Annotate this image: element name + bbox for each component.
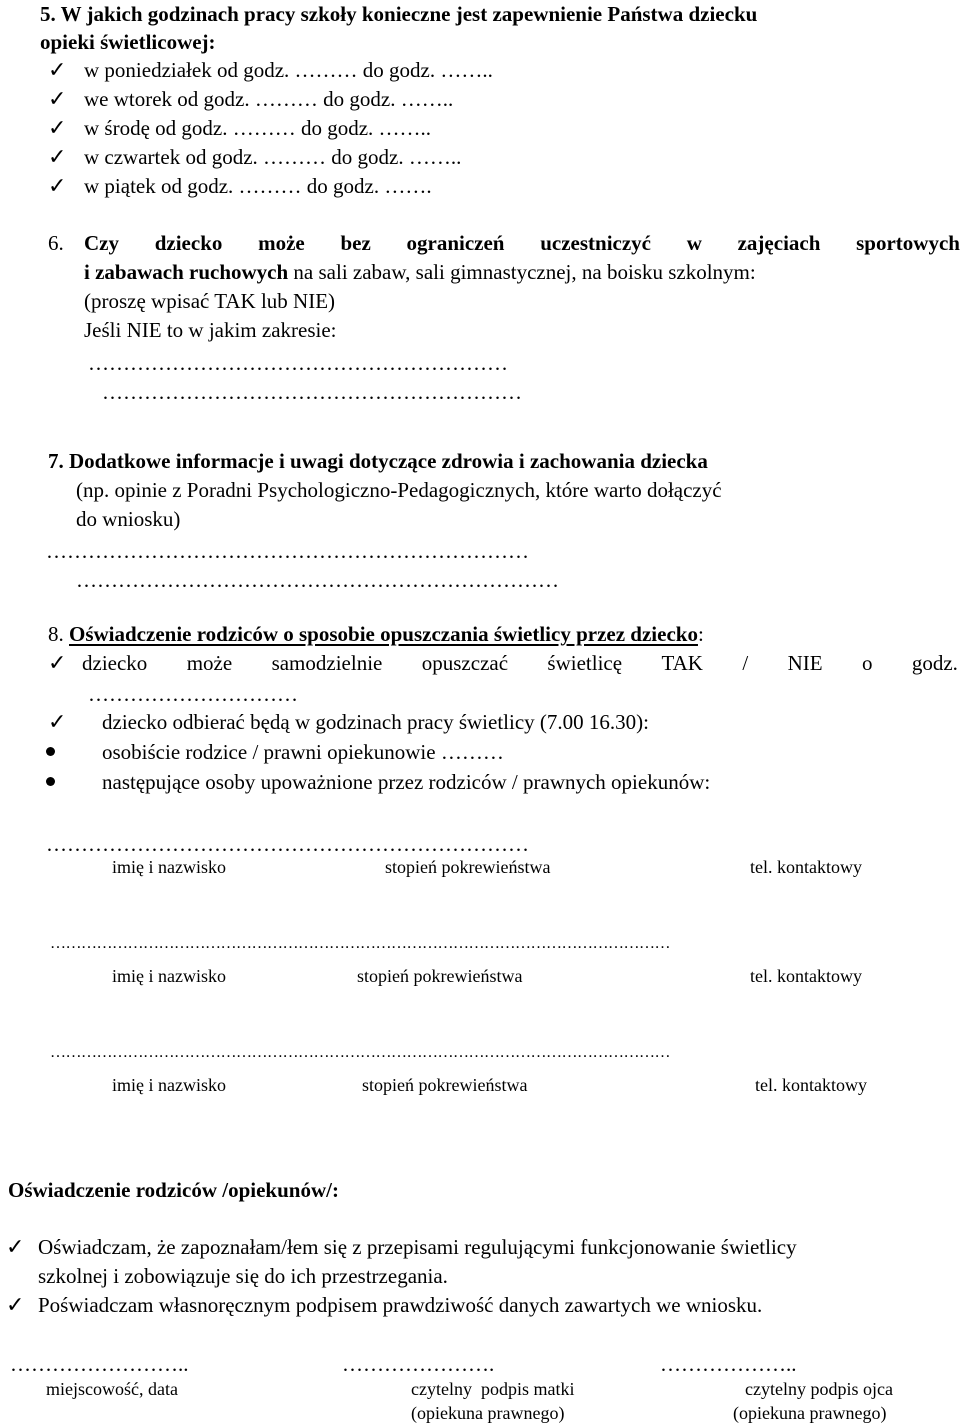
section6-instruction: (proszę wpisać TAK lub NIE) (84, 289, 336, 313)
declaration-item1-line1: Oświadczam, że zapoznałam/łem się z przepisami regulującymi funkcjonowanie świetlicy (38, 1235, 797, 1259)
check-mark-icon: ✓ (48, 144, 67, 169)
section7-line2: (np. opinie z Poradni Psychologiczno-Pedagogicznych, które warto dołączyć (76, 478, 722, 502)
bullet-parents: osobiście rodzice / prawni opiekunowie ……… (102, 740, 504, 764)
check-mark-icon: ✓ (48, 650, 67, 675)
check-mark-icon: ✓ (48, 57, 67, 82)
word: godz. (911, 651, 958, 675)
section6-scope-label: Jeśli NIE to w jakim zakresie: (84, 318, 337, 342)
check-mark-icon: ✓ (48, 173, 67, 198)
declaration-item2: Poświadczam własnoręcznym podpisem prawdziwość danych zawartych we wniosku. (38, 1293, 763, 1317)
word: Czy (84, 231, 119, 255)
day-tuesday: we wtorek od godz. ……… do godz. …….. (84, 87, 454, 111)
bullet-authorized: następujące osoby upoważnione przez rodziców / prawnych opiekunów: (102, 770, 711, 794)
name-label: imię i nazwisko (112, 966, 226, 986)
colon: : (697, 622, 704, 646)
word: sportowych (856, 231, 960, 255)
signature-dots: ……………….. (660, 1352, 797, 1376)
day-monday: w poniedziałek od godz. ……… do godz. …….. (84, 58, 493, 82)
self-leave-line (82, 649, 958, 677)
bold-text: i zabawach ruchowych (84, 260, 289, 284)
mother-guardian-label: (opiekuna prawnego) (411, 1403, 565, 1423)
check-mark-icon: ✓ (6, 1292, 25, 1317)
relation-label: stopień pokrewieństwa (362, 1075, 528, 1095)
word: może (186, 651, 233, 675)
relation-label: stopień pokrewieństwa (385, 857, 551, 877)
section7-heading: 7. Dodatkowe informacje i uwagi dotyczące zdrowia i zachowania dziecka (48, 449, 708, 473)
word: bez (340, 231, 371, 255)
word: dziecko (154, 231, 223, 255)
section5-heading-line2: opieki świetlicowej: (40, 30, 216, 54)
check-mark-icon: ✓ (48, 709, 67, 734)
day-thursday: w czwartek od godz. ……… do godz. …….. (84, 145, 462, 169)
pickup-line: dziecko odbierać będą w godzinach pracy świetlicy (7.00 16.30): (102, 710, 649, 734)
mother-signature-label: czytelny podpis matki (411, 1379, 575, 1399)
name-label: imię i nazwisko (112, 857, 226, 877)
bullet-icon (46, 747, 55, 756)
section-number: 8. (48, 622, 69, 646)
signature-dots: …………………. (342, 1352, 495, 1376)
section6-question-line1 (84, 229, 960, 257)
bullet-icon (46, 777, 55, 786)
place-date-label: miejscowość, data (46, 1379, 178, 1399)
word: o (861, 651, 873, 675)
section5-heading-line1: 5. W jakich godzinach pracy szkoły konieczne jest zapewnienie Państwa dziecku (40, 2, 758, 26)
day-friday: w piątek od godz. ……… do godz. ……. (84, 174, 432, 198)
word: w (686, 231, 702, 255)
check-mark-icon: ✓ (48, 115, 67, 140)
word: świetlicę (547, 651, 623, 675)
declaration-heading: Oświadczenie rodziców /opiekunów/: (8, 1178, 339, 1202)
word: zajęciach (737, 231, 821, 255)
section6-question-line2 (84, 258, 756, 286)
check-mark-icon: ✓ (48, 86, 67, 111)
person-dots: ………………………………………………………………………………………………………… (50, 1044, 670, 1061)
phone-label: tel. kontaktowy (750, 966, 862, 986)
word: może (258, 231, 305, 255)
father-signature-label: czytelny podpis ojca (745, 1379, 893, 1399)
section8-heading (48, 620, 704, 648)
name-label: imię i nazwisko (112, 1075, 226, 1095)
answer-dots: …………………………………………………… (102, 380, 522, 404)
person-dots: …………………………………………………………… (46, 832, 529, 856)
word: NIE (787, 651, 823, 675)
time-dots: ………………………… (88, 682, 298, 706)
check-mark-icon: ✓ (6, 1234, 25, 1259)
father-guardian-label: (opiekuna prawnego) (733, 1403, 887, 1423)
word: samodzielnie (271, 651, 383, 675)
section7-line3: do wniosku) (76, 507, 181, 531)
word: uczestniczyć (540, 231, 651, 255)
section8-title: Oświadczenie rodziców o sposobie opuszczania świetlicy przez dziecko (69, 622, 698, 646)
phone-label: tel. kontaktowy (755, 1075, 867, 1095)
declaration-item1-line2: szkolnej i zobowiązuje się do ich przestrzegania. (38, 1264, 448, 1288)
relation-label: stopień pokrewieństwa (357, 966, 523, 986)
word: TAK (661, 651, 703, 675)
answer-dots: …………………………………………………………… (76, 568, 559, 592)
word: / (742, 651, 749, 675)
section6-number: 6. (48, 231, 64, 255)
word: ograniczeń (406, 231, 505, 255)
phone-label: tel. kontaktowy (750, 857, 862, 877)
text: na sali zabaw, sali gimnastycznej, na boisku szkolnym: (288, 260, 756, 284)
day-wednesday: w środę od godz. ……… do godz. …….. (84, 116, 432, 140)
word: opuszczać (421, 651, 509, 675)
answer-dots: …………………………………………………………… (46, 539, 529, 563)
word: dziecko (82, 651, 148, 675)
answer-dots: …………………………………………………… (88, 351, 508, 375)
person-dots: ………………………………………………………………………………………………………… (50, 935, 670, 952)
signature-dots: …………………….. (10, 1352, 189, 1376)
